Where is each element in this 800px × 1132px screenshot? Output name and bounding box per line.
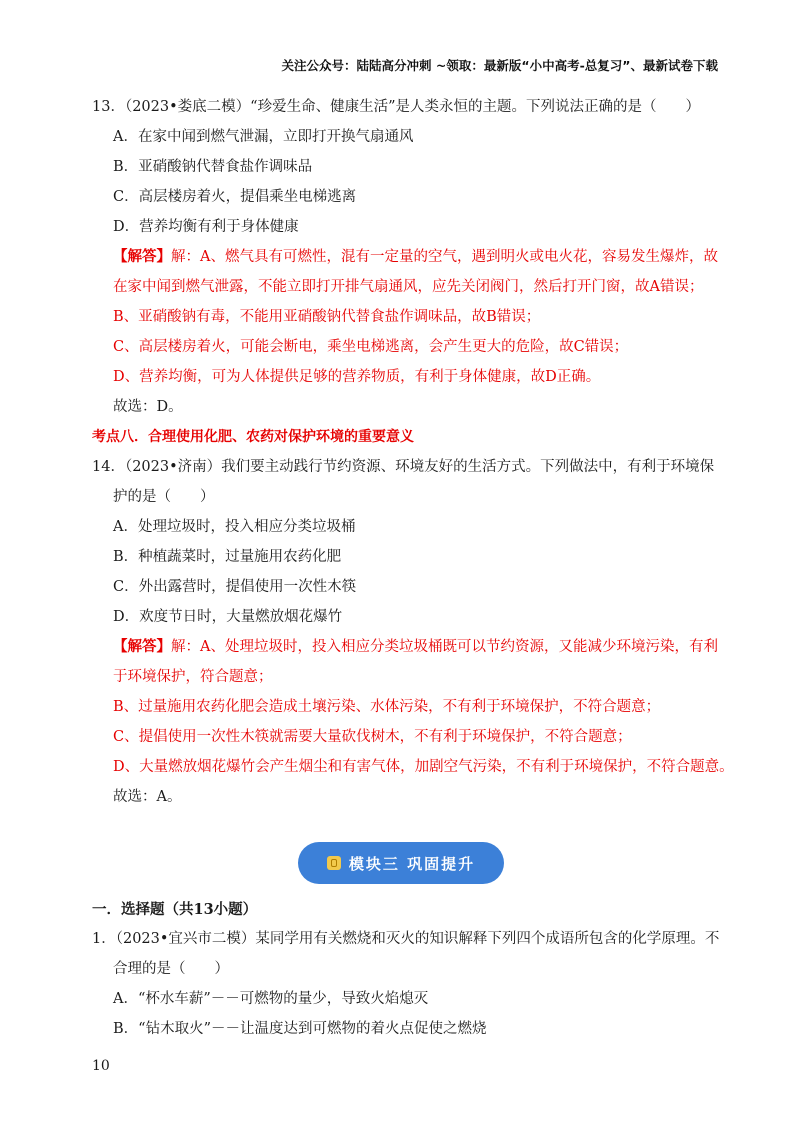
q13-answer-line-1 [92,242,724,272]
q14-option-d: D．欢度节日时，大量燃放烟花爆竹 [113,609,343,625]
q13-answer-line-2: 在家中闻到燃气泄露，不能立即打开排气扇通风，应先关闭阀门，然后打开门窗，故A错误； [113,279,704,295]
q1-stem-line-2: 合理的是（ ） [113,961,229,977]
q14-answer-line-1 [92,632,724,662]
header-note: 关注公众号：陆陆高分冲刺 ~领取：最新版“小中高考-总复习”、最新试卷下载 [281,58,718,73]
q1-option-a: A．“杯水车薪”－－可燃物的量少，导致火焰熄灭 [113,991,429,1007]
q14-option-a: A．处理垃圾时，投入相应分类垃圾桶 [113,519,356,535]
kaodian-heading: 考点八．合理使用化肥、农药对保护环境的重要意义 [92,429,414,445]
q14-option-b: B．种植蔬菜时，过量施用农药化肥 [113,549,342,565]
q13-option-b: B．亚硝酸钠代替食盐作调味品 [113,159,313,175]
main-content [92,92,734,812]
q13-answer-tag: 【解答】 [113,248,171,265]
q13-option-a: A．在家中闻到燃气泄漏，立即打开换气扇通风 [113,129,414,145]
q14-answer-tag: 【解答】 [113,638,171,655]
q14-option-c: C．外出露营时，提倡使用一次性木筷 [113,579,357,595]
q13-answer-line-5: D、营养均衡，可为人体提供足够的营养物质，有利于身体健康，故D正确。 [113,369,601,385]
q13-option-d: D．营养均衡有利于身体健康 [113,219,299,235]
section-title: 一．选择题（共13小题） [92,901,258,918]
q13-answer-line-4: C、高层楼房着火，可能会断电，乘坐电梯逃离，会产生更大的危险，故C错误； [113,339,629,355]
q14-answer-line-4: C、提倡使用一次性木筷就需要大量砍伐树木，不有利于环境保护，不符合题意； [113,729,632,745]
q1-option-b: B．“钻木取火”－－让温度达到可燃物的着火点促使之燃烧 [113,1021,487,1037]
module-banner [298,842,504,884]
q13-option-c: C．高层楼房着火，提倡乘坐电梯逃离 [113,189,357,205]
q14-conclusion: 故选：A。 [113,789,182,805]
q1-stem-line-1: 1．（2023•宜兴市二模）某同学用有关燃烧和灭火的知识解释下列四个成语所包含的化学原理。不 [92,931,720,947]
q14-answer-text-1: 解：A、处理垃圾时，投入相应分类垃圾桶既可以节约资源，又能减少环境污染，有利 [171,639,718,655]
q14-answer-line-2: 于环境保护，符合题意； [113,669,273,685]
q14-stem-line-2: 护的是（ ） [113,489,215,505]
q13-answer-text-1: 解：A、燃气具有可燃性，混有一定量的空气，遇到明火或电火花，容易发生爆炸，故 [171,249,718,265]
page-number: 10 [92,1058,110,1074]
q14-answer-line-3: B、过量施用农药化肥会造成土壤污染、水体污染，不有利于环境保护，不符合题意； [113,699,661,715]
q13-stem: 13．（2023•娄底二模）“珍爱生命、健康生活”是人类永恒的主题。下列说法正确的是（ ） [92,99,700,115]
q1-block [92,924,732,1044]
q14-answer-line-5: D、大量燃放烟花爆竹会产生烟尘和有害气体，加剧空气污染，不有利于环境保护，不符合题意。 [113,759,734,775]
module-banner-text: 模块三 巩固提升 [348,854,476,873]
q14-stem-line-1: 14．（2023•济南）我们要主动践行节约资源、环境友好的生活方式。下列做法中，有利于环境保 [92,459,715,475]
q13-answer-line-3: B、亚硝酸钠有毒，不能用亚硝酸钠代替食盐作调味品，故B错误； [113,309,541,325]
book-icon [327,856,341,870]
q13-conclusion: 故选：D。 [113,399,183,415]
